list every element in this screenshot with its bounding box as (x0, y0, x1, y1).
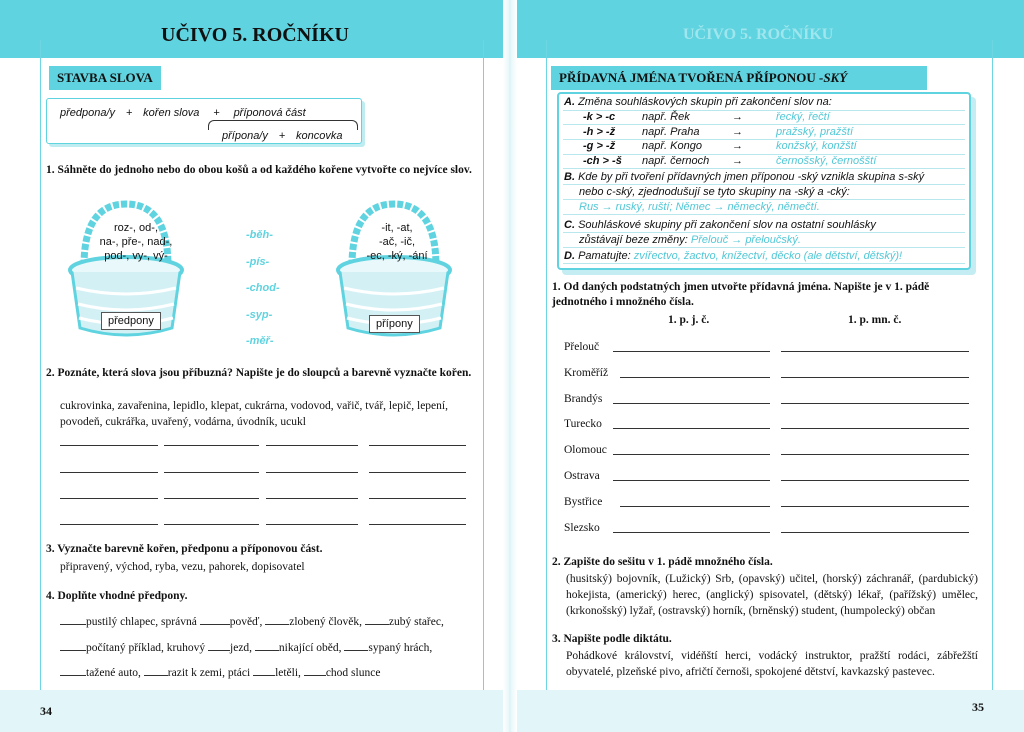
q4-text: pověď, (229, 616, 263, 628)
root-item: -chod- (246, 282, 280, 294)
q4-row-1 (60, 613, 480, 630)
root-item: -běh- (246, 229, 273, 241)
answer-line[interactable] (369, 524, 466, 525)
arrow-icon: → (732, 111, 743, 123)
plural-answer-line[interactable] (781, 506, 969, 507)
left-q3 (46, 542, 476, 557)
plural-answer-line[interactable] (781, 403, 969, 404)
ruled-line (563, 124, 965, 125)
suffix-line: -ač, -ič, (378, 236, 416, 248)
rule-a-change: -g > -ž (583, 140, 616, 153)
answer-line[interactable] (164, 498, 259, 499)
q-number: 1. (46, 164, 55, 176)
noun-label: Ostrava (564, 470, 600, 482)
basket-left-content (96, 221, 176, 263)
fill-blank[interactable] (200, 613, 230, 625)
ruled-line (563, 247, 965, 248)
answer-line[interactable] (369, 498, 466, 499)
ruled-line (563, 232, 965, 233)
q4-text: počítaný příklad, kruhový (86, 642, 206, 654)
formula-plus: + (125, 107, 133, 119)
ruled-line (563, 154, 965, 155)
q4-text: letěli, (275, 667, 301, 679)
ruled-line (563, 214, 965, 215)
noun-label: Kroměříž (564, 366, 609, 379)
ruled-line (563, 263, 965, 264)
answer-line[interactable] (266, 498, 358, 499)
section-title-stavba-slova: STAVBA SLOVA (49, 66, 161, 90)
singular-answer-line[interactable] (613, 351, 770, 352)
q4-text: nikající oběd, (278, 642, 342, 654)
singular-answer-line[interactable] (613, 480, 770, 481)
rule-a-change: -h > -ž (583, 125, 616, 138)
rule-a-example: např. Kongo (642, 140, 702, 153)
answer-line[interactable] (266, 472, 358, 473)
answer-line[interactable] (60, 498, 158, 499)
fill-blank[interactable] (265, 613, 289, 625)
formula-ending: koncovka (296, 130, 343, 142)
roots-column (246, 222, 280, 355)
fill-blank[interactable] (365, 613, 389, 625)
rule-a-result: řecký, řečtí (776, 111, 830, 123)
right-q3-body: Pohádkové království, vidéňští herci, vodácký instruktor, pražští rodáci, zábřežští obyvatelé, plzeňské pivo, afričtí černoši, spokojené dětství, kavkazský pastevec. (566, 650, 978, 678)
q-text: Doplňte vhodné předpony. (57, 590, 188, 602)
fill-blank[interactable] (344, 639, 368, 651)
rule-a-example: např. Praha (642, 125, 700, 138)
arrow-icon: → (732, 125, 743, 138)
right-page-header: UČIVO 5. ROČNÍKU (683, 26, 834, 43)
answer-line[interactable] (60, 472, 158, 473)
left-margin-line (40, 40, 41, 690)
q4-text: razit k zemi, ptáci (167, 667, 251, 679)
left-page-header: UČIVO 5. ROČNÍKU (161, 24, 349, 46)
right-q2 (552, 555, 984, 570)
singular-answer-line[interactable] (613, 532, 770, 533)
noun-label: Olomouc (564, 444, 607, 457)
book-gutter (503, 0, 517, 732)
noun-label: Turecko (564, 418, 602, 431)
answer-line[interactable] (164, 524, 259, 525)
singular-answer-line[interactable] (613, 454, 770, 455)
q4-text: zubý stařec, (388, 616, 444, 628)
rule-c-line-2 (579, 234, 801, 246)
answer-line[interactable] (369, 445, 466, 446)
q-number: 1. (552, 281, 561, 293)
rule-b-text: Kde by při tvoření přídavných jmen příponou -ský vznikla skupina s-ský (578, 171, 925, 183)
right-q3 (552, 632, 984, 647)
rule-c-label: C. (564, 219, 575, 231)
root-item: -měř- (246, 335, 274, 347)
right-inner-line (546, 40, 547, 690)
q-text: Sáhněte do jednoho nebo do obou košů a od každého kořene vytvořte co nejvíce slov. (57, 164, 472, 176)
arrow-icon: → (732, 155, 743, 168)
fill-blank[interactable] (208, 639, 230, 651)
fill-blank[interactable] (255, 639, 279, 651)
fill-blank[interactable] (60, 613, 86, 625)
root-item: -syp- (246, 308, 273, 321)
singular-answer-line[interactable] (613, 403, 770, 404)
fill-blank[interactable] (304, 664, 326, 676)
ruled-line (563, 184, 965, 185)
col-header-plural: 1. p. mn. č. (848, 314, 902, 326)
rule-c-example: Přelouč → přeloučský. (690, 234, 801, 246)
left-q4 (46, 589, 476, 604)
rule-a-result: konžský, konžští (776, 140, 857, 153)
rule-a-change: -k > -c (583, 111, 616, 123)
formula-root: kořen slova (143, 107, 200, 119)
q4-text: tažené auto, (86, 667, 141, 679)
fill-blank[interactable] (60, 664, 86, 676)
right-page-number: 35 (972, 700, 984, 714)
right-q1 (552, 280, 984, 310)
singular-answer-line[interactable] (613, 428, 770, 429)
prefix-line: roz-, od-, (113, 222, 158, 234)
fill-blank[interactable] (144, 664, 168, 676)
rule-a (564, 96, 832, 108)
q4-text: pustilý chlapec, správná (86, 616, 197, 628)
section-title-suffix: -SKÝ (819, 70, 848, 85)
rule-a-example: např. Řek (642, 111, 690, 123)
q-number: 2. (46, 367, 55, 379)
fill-blank[interactable] (253, 664, 275, 676)
left-page-number: 34 (40, 704, 52, 718)
right-margin-line (992, 40, 993, 690)
answer-line[interactable] (369, 472, 466, 473)
left-inner-line (483, 40, 484, 690)
rule-b-example: Rus → ruský, ruští; Němec → německý, němečtí. (579, 201, 820, 213)
right-q2-body: (husitský) bojovník, (Lužický) Srb, (opavský) učitel, (horský) záchranář, (pardubický) hokejista, (americký) herec, (anglický) spisovatel, (dětský) lékař, (pařížský) umělec, (krkonošský) lyžař, (ostravský) horník, (brněnský) student, (humpolecký) občan (566, 573, 978, 617)
ruled-line (563, 199, 965, 200)
answer-line[interactable] (266, 524, 358, 525)
rule-a-result: černošský, černošští (776, 155, 877, 168)
q4-row-2 (60, 639, 480, 656)
section-title-pridavna-jmena (551, 66, 927, 90)
formula-row-1 (60, 107, 306, 119)
plural-answer-line[interactable] (781, 532, 969, 533)
noun-label: Brandýs (564, 392, 603, 405)
answer-line[interactable] (164, 445, 259, 446)
rule-d (564, 250, 902, 262)
rule-b-label: B. (564, 171, 575, 183)
formula-bracket (208, 120, 358, 130)
rule-a-result: pražský, pražští (776, 125, 854, 138)
rule-d-text: Pamatujte: (578, 250, 631, 262)
prefix-line: pod-, vy-, vý- (104, 250, 168, 262)
rule-a-example: např. černoch (642, 155, 710, 168)
q4-text: sypaný hrách, (368, 642, 433, 654)
plural-answer-line[interactable] (781, 480, 969, 481)
q-text: Vyznačte barevně kořen, předponu a příponovou část. (57, 543, 323, 555)
q4-row-3 (60, 664, 480, 681)
answer-line[interactable] (164, 472, 259, 473)
q-number: 3. (552, 633, 561, 645)
noun-label: Bystřice (564, 495, 603, 508)
answer-line[interactable] (60, 445, 158, 446)
rule-a-change: -ch > -š (583, 155, 622, 168)
rule-b-line-1 (564, 171, 924, 183)
q3-word-list: připravený, východ, ryba, vezu, pahorek, dopisovatel (60, 561, 305, 573)
rule-d-label: D. (564, 250, 575, 262)
q-text: Poznáte, která slova jsou příbuzná? Napište je do sloupců a barevně vyznačte kořen. (57, 367, 472, 379)
rule-a-text: Změna souhláskových skupin při zakončení slov na: (578, 96, 832, 108)
answer-line[interactable] (266, 445, 358, 446)
noun-label: Přelouč (564, 341, 600, 353)
col-header-singular: 1. p. j. č. (668, 314, 710, 326)
prefix-line: na-, pře-, nad-, (99, 236, 173, 248)
formula-plus: + (278, 130, 286, 142)
q-text: Zapište do sešitu v 1. pádě množného čísla. (563, 556, 773, 568)
q-text: Od daných podstatných jmen utvořte přídavná jména. Napište je v 1. pádě jednotného i množného čísla. (552, 281, 930, 308)
plural-answer-line[interactable] (781, 454, 969, 455)
plural-answer-line[interactable] (781, 428, 969, 429)
formula-suffix: přípona/y (222, 130, 268, 142)
basket-right-label: přípony (369, 315, 420, 333)
ruled-line (563, 139, 965, 140)
q-number: 2. (552, 556, 561, 568)
fill-blank[interactable] (60, 639, 86, 651)
basket-left-label: předpony (101, 312, 161, 330)
suffix-line: -ec, -ký, -ání (366, 250, 428, 262)
ruled-line (563, 110, 965, 111)
left-q2 (46, 366, 476, 381)
q-number: 3. (46, 543, 55, 555)
rule-c-line-1 (564, 219, 876, 231)
suffix-line: -it, -at, (381, 222, 413, 234)
formula-suffix-part: příponová část (233, 107, 306, 119)
noun-label: Slezsko (564, 521, 600, 534)
singular-answer-line[interactable] (620, 506, 770, 507)
rule-c-text: Souhláskové skupiny při zakončení slov na ostatní souhlásky (578, 219, 876, 231)
formula-row-2 (222, 130, 342, 142)
q-text: Napište podle diktátu. (563, 633, 672, 645)
formula-plus: + (213, 107, 220, 119)
formula-prefix: předpona/y (60, 107, 116, 119)
q4-text: chod slunce (325, 667, 381, 679)
answer-line[interactable] (60, 524, 158, 525)
section-title-main: PŘÍDAVNÁ JMÉNA TVOŘENÁ PŘÍPONOU (559, 70, 816, 85)
plural-answer-line[interactable] (781, 351, 969, 352)
q-number: 4. (46, 590, 55, 602)
q2-word-list: cukrovinka, zavařenina, lepidlo, klepat, cukrárna, vodovod, vařič, tvář, lepič, lepení, povodeň, cukrářka, uvařený, vodárna, úvodník, ucukl (60, 400, 448, 428)
q4-text: zlobený člověk, (289, 616, 363, 628)
rule-b-line-2: nebo c-ský, zjednodušují se tyto skupiny na -ský a -cký: (579, 186, 850, 198)
rule-c-text-2: zůstávají beze změny: (579, 234, 688, 246)
ruled-line (563, 168, 965, 169)
basket-right-content (362, 221, 432, 263)
left-q1 (46, 163, 476, 178)
plural-answer-line[interactable] (781, 377, 969, 378)
singular-answer-line[interactable] (620, 377, 770, 378)
rule-a-label: A. (564, 96, 575, 108)
q4-text: jezd, (230, 642, 253, 654)
rule-d-example: zvířectvo, žactvo, knížectví, děcko (ale dětství, dětský)! (633, 250, 903, 262)
root-item: -pís- (246, 255, 270, 268)
arrow-icon: → (732, 140, 743, 153)
